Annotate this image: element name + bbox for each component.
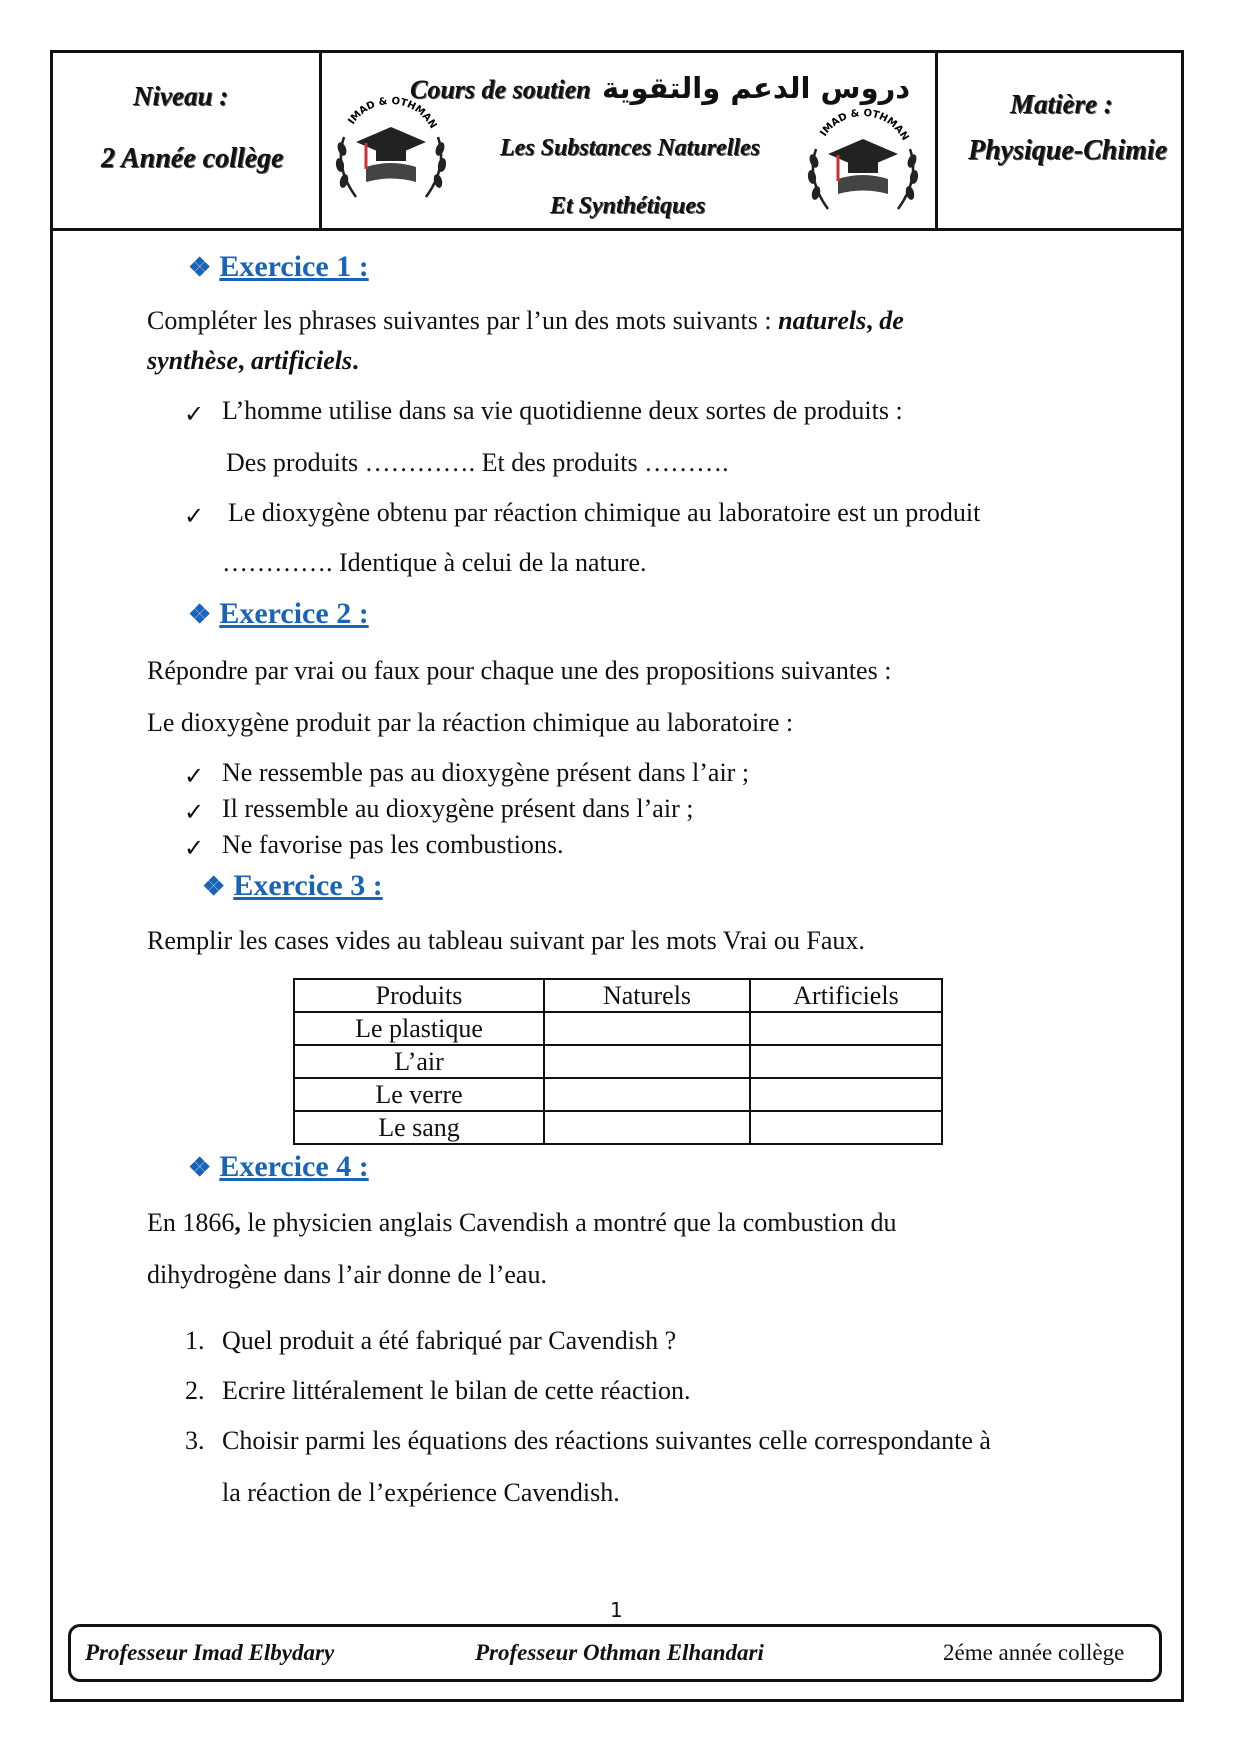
exercise-2-item: Il ressemble au dioxygène présent dans l’air ; (222, 794, 694, 823)
footer (68, 1624, 1162, 1682)
exercise-3-title: ❖ Exercice 3 : (202, 869, 383, 902)
question-text-cont: la réaction de l’expérience Cavendish. (222, 1478, 620, 1507)
empty-cell (544, 1012, 750, 1045)
exercise-1-instruction-cont: synthèse, artificiels. (147, 346, 359, 375)
check-icon: ✓ (184, 402, 205, 428)
question-text: Choisir parmi les équations des réactions suivantes celle correspondante à (222, 1426, 991, 1455)
table-row (294, 1111, 942, 1144)
check-icon: ✓ (184, 800, 205, 826)
topic-line-2: Et Synthétiques (550, 193, 706, 219)
question-number: 3. (185, 1426, 205, 1455)
footer-level: 2éme année collège (943, 1640, 1125, 1665)
product-name: Le verre (294, 1078, 544, 1111)
graduation-cap-logo-icon (798, 99, 928, 229)
table-row (294, 1012, 942, 1045)
question-text: Quel produit a été fabriqué par Cavendish ? (222, 1326, 677, 1355)
products-table (293, 978, 943, 1145)
check-icon: ✓ (184, 504, 205, 530)
footer-professor-2: Professeur Othman Elhandari (475, 1640, 764, 1665)
diamond-bullet-icon: ❖ (188, 1153, 212, 1182)
exercise-2-instruction: Répondre par vrai ou faux pour chaque une des propositions suivantes : (147, 656, 892, 685)
graduation-cap-logo-icon (326, 87, 456, 217)
course-title-fr: Cours de soutien (410, 75, 591, 104)
exercise-2-title: ❖ Exercice 2 : (188, 597, 369, 630)
header-level-cell (53, 53, 322, 228)
check-icon: ✓ (184, 836, 205, 862)
exercise-3-instruction: Remplir les cases vides au tableau suivant par les mots Vrai ou Faux. (147, 926, 865, 955)
matiere-label: Matière : (1010, 89, 1113, 119)
header (53, 53, 1181, 231)
table-row (294, 1078, 942, 1111)
diamond-bullet-icon: ❖ (188, 600, 212, 629)
exercise-2-item: Ne ressemble pas au dioxygène présent dans l’air ; (222, 758, 750, 787)
svg-text:IMAD & OTHMAN: IMAD & OTHMAN (346, 95, 439, 131)
table-header: Produits (294, 979, 544, 1012)
empty-cell (544, 1111, 750, 1144)
exercise-1-instruction: Compléter les phrases suivantes par l’un des mots suivants : naturels, de (147, 306, 904, 335)
exercise-4-title: ❖ Exercice 4 : (188, 1150, 369, 1183)
exercise-1-title: ❖ Exercice 1 : (188, 250, 369, 283)
niveau-label: Niveau : (133, 81, 229, 111)
check-icon: ✓ (184, 764, 205, 790)
product-name: Le sang (294, 1111, 544, 1144)
exercise-4-intro-cont: dihydrogène dans l’air donne de l’eau. (147, 1260, 547, 1289)
page-number: 1 (610, 1598, 623, 1622)
table-header: Artificiels (750, 979, 942, 1012)
question-number: 1. (185, 1326, 205, 1355)
diamond-bullet-icon: ❖ (188, 253, 212, 282)
question-text: Ecrire littéralement le bilan de cette réaction. (222, 1376, 691, 1405)
svg-text:IMAD & OTHMAN: IMAD & OTHMAN (818, 107, 911, 143)
exercise-2-item: Ne favorise pas les combustions. (222, 830, 564, 859)
question-number: 2. (185, 1376, 205, 1405)
header-course-cell (322, 53, 938, 228)
exercise-4-intro: En 1866, le physicien anglais Cavendish a montré que la combustion du (147, 1208, 897, 1237)
matiere-value: Physique-Chimie (968, 135, 1168, 166)
exercise-1-item-2: Le dioxygène obtenu par réaction chimique au laboratoire est un produit (228, 498, 981, 527)
header-subject-cell (938, 53, 1181, 228)
empty-cell (750, 1078, 942, 1111)
diamond-bullet-icon: ❖ (202, 872, 226, 901)
empty-cell (544, 1078, 750, 1111)
footer-professor-1: Professeur Imad Elbydary (85, 1640, 335, 1665)
exercise-1-item-1-blanks: Des produits …………. Et des produits ………. (226, 448, 729, 477)
product-name: Le plastique (294, 1012, 544, 1045)
table-header: Naturels (544, 979, 750, 1012)
exercise-2-subtitle: Le dioxygène produit par la réaction chimique au laboratoire : (147, 708, 794, 737)
product-name: L’air (294, 1045, 544, 1078)
empty-cell (750, 1045, 942, 1078)
table-header-row (294, 979, 942, 1012)
niveau-value: 2 Année collège (101, 143, 284, 174)
topic-line-1: Les Substances Naturelles (500, 135, 761, 161)
exercise-1-item-1: L’homme utilise dans sa vie quotidienne deux sortes de produits : (222, 396, 903, 425)
exercise-1-item-2-blank: …………. Identique à celui de la nature. (222, 548, 647, 577)
course-title-ar: دروس الدعم والتقوية (602, 71, 911, 105)
empty-cell (750, 1111, 942, 1144)
empty-cell (750, 1012, 942, 1045)
empty-cell (544, 1045, 750, 1078)
table-row (294, 1045, 942, 1078)
